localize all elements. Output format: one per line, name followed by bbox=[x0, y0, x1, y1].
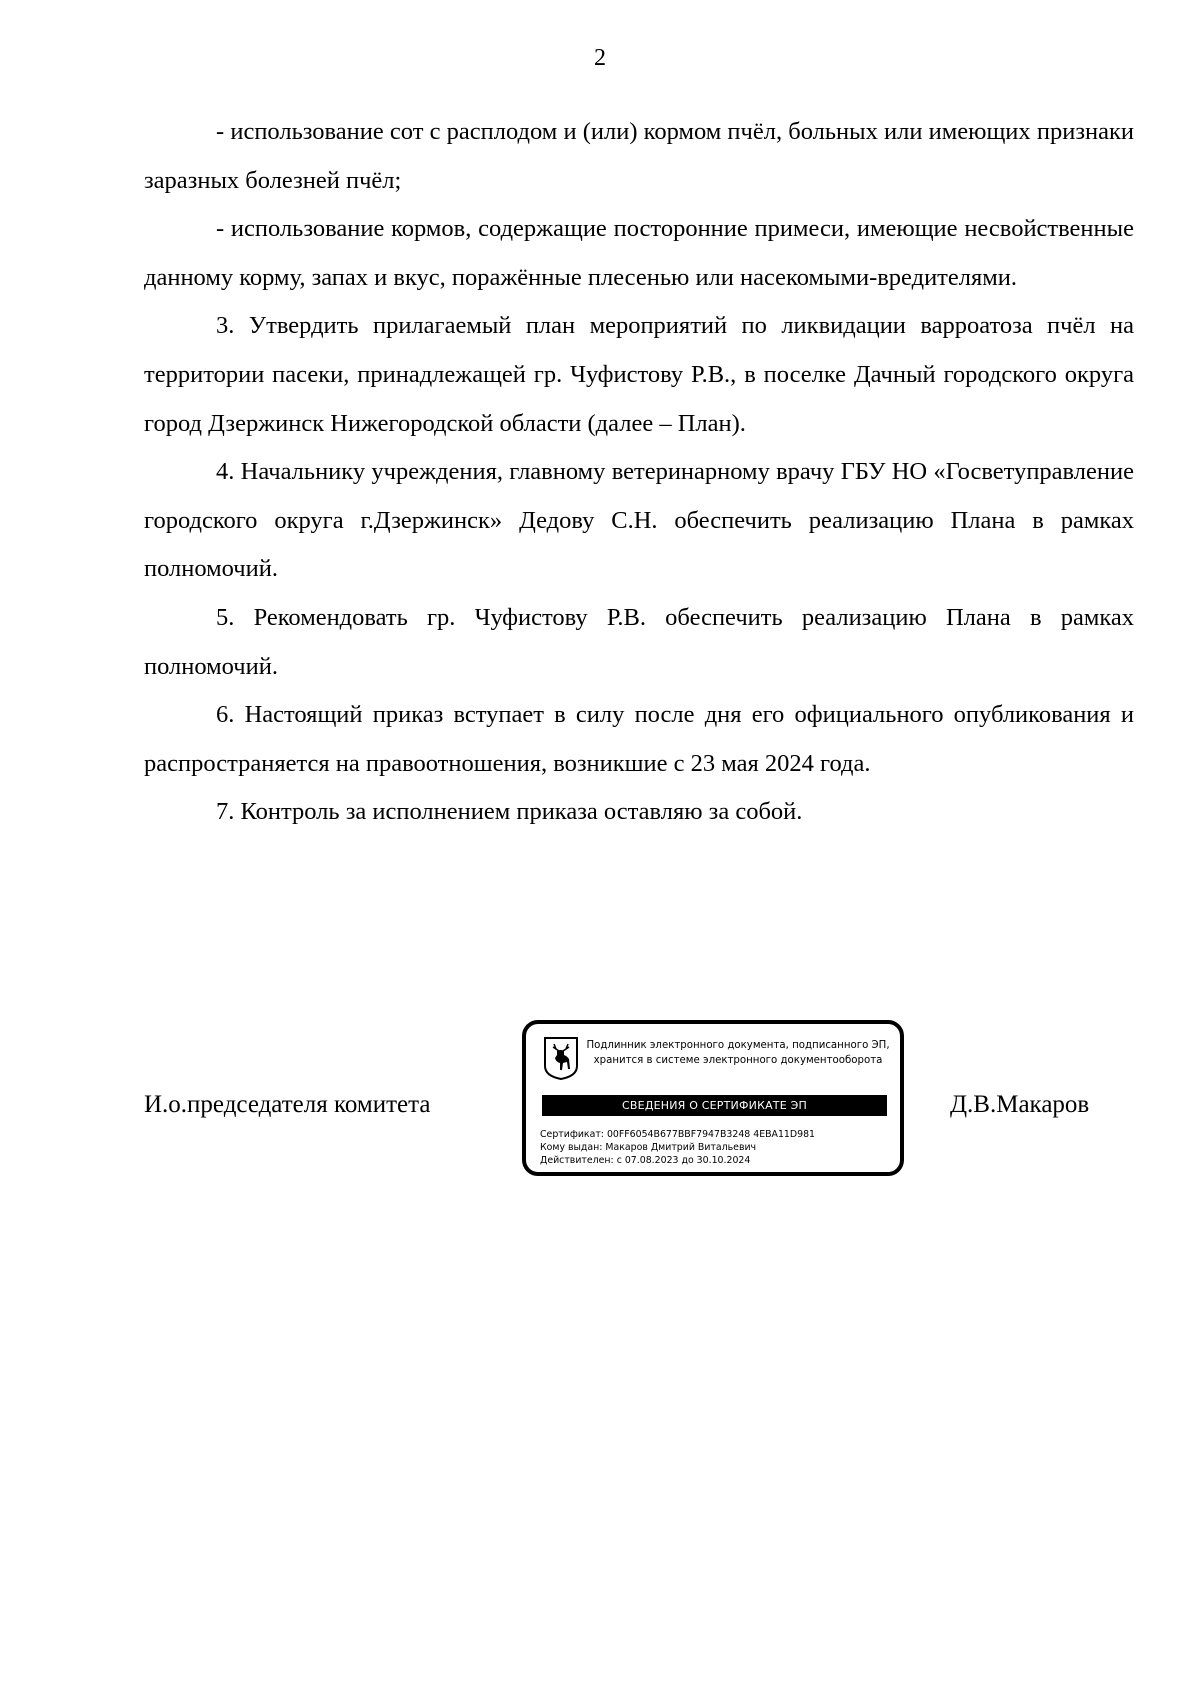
valid-value: с 07.08.2023 до 30.10.2024 bbox=[616, 1155, 751, 1166]
stamp-header-line-2: хранится в системе электронного документооборота bbox=[593, 1055, 883, 1066]
certificate-value: 00FF6054B677BBF7947B3248 4EBA11D981 bbox=[606, 1129, 816, 1140]
issued-label: Кому выдан: bbox=[540, 1142, 603, 1153]
signer-name: Д.В.Макаров bbox=[950, 1091, 1090, 1118]
stamp-header-line-1: Подлинник электронного документа, подписанного ЭП, bbox=[586, 1040, 890, 1051]
paragraph-bullet-combs: - использование сот с расплодом и (или) кормом пчёл, больных или имеющих признаки заразных болезней пчёл; bbox=[144, 118, 1134, 194]
stamp-valid-row bbox=[540, 1154, 890, 1167]
valid-label: Действителен: bbox=[540, 1155, 614, 1166]
stamp-certificate-bar: СВЕДЕНИЯ О СЕРТИФИКАТЕ ЭП bbox=[542, 1095, 887, 1116]
deer-emblem-icon bbox=[543, 1036, 579, 1080]
certificate-label: Сертификат: bbox=[540, 1129, 604, 1140]
paragraph-item-6: 6. Настоящий приказ вступает в силу после дня его официального опубликования и распространяется на правоотношения, возникшие с 23 мая 2024 года. bbox=[144, 701, 1134, 777]
paragraph-item-5: 5. Рекомендовать гр. Чуфистову Р.В. обеспечить реализацию Плана в рамках полномочий. bbox=[144, 603, 1134, 680]
stamp-certificate-info bbox=[540, 1128, 890, 1167]
signer-title: И.о.председателя комитета bbox=[144, 1091, 431, 1118]
document-body bbox=[144, 108, 1134, 837]
paragraph-bullet-feeds: - использование кормов, содержащие посторонние примеси, имеющие несвойственные данному корму, запах и вкус, поражённые плесенью или насекомыми-вредителями. bbox=[144, 215, 1134, 291]
stamp-issued-row bbox=[540, 1141, 890, 1154]
stamp-header bbox=[584, 1038, 892, 1068]
paragraph-item-4: 4. Начальнику учреждения, главному ветеринарному врачу ГБУ НО «Госветуправление городского округа г.Дзержинск» Дедову С.Н. обеспечить реализацию Плана в рамках полномочий. bbox=[144, 458, 1134, 583]
issued-value: Макаров Дмитрий Витальевич bbox=[605, 1142, 757, 1153]
electronic-signature-stamp bbox=[522, 1020, 904, 1176]
stamp-certificate-row bbox=[540, 1128, 890, 1141]
paragraph-item-7: 7. Контроль за исполнением приказа оставляю за собой. bbox=[216, 798, 803, 826]
paragraph-item-3: 3. Утвердить прилагаемый план мероприятий по ликвидации варроатоза пчёл на территории пасеки, принадлежащей гр. Чуфистову Р.В., в поселке Дачный городского округа город Дзержинск Нижегородской области (далее – План). bbox=[144, 312, 1134, 437]
page-number: 2 bbox=[594, 45, 606, 71]
